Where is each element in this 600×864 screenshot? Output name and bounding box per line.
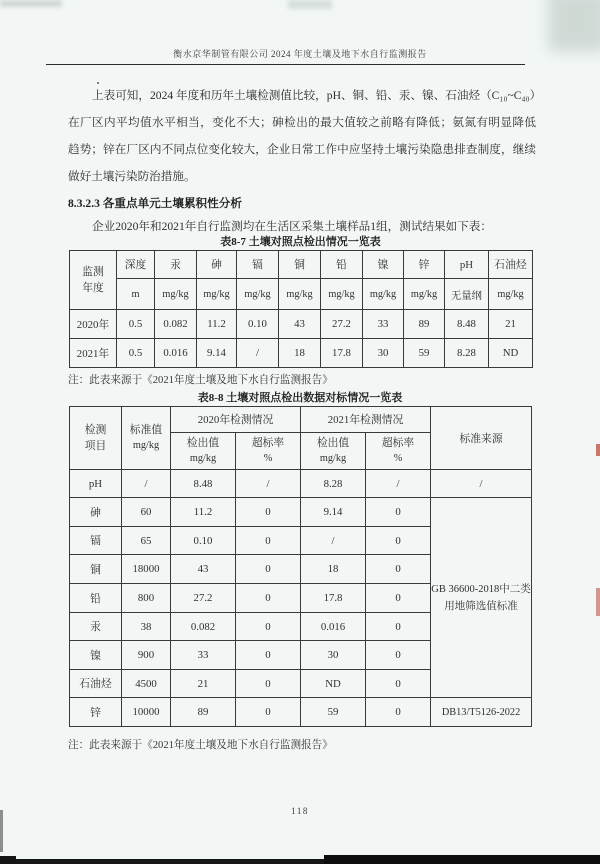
table-cell: 8.48 (445, 310, 489, 339)
column-header: 石油烃 (489, 251, 533, 279)
scan-bottom-edge (324, 855, 600, 864)
table-cell: / (237, 339, 279, 368)
table-row (70, 698, 532, 727)
page-number: 118 (291, 806, 309, 816)
scan-smudge-top-left (0, 0, 62, 7)
table-cell: 2021年 (70, 339, 117, 368)
column-header-line: 标准值 (129, 424, 163, 436)
page-header-title: 衡水京华制管有限公司 2024 年度土壤及地下水自行监测报告 (173, 49, 427, 59)
column-header-line: 年度 (82, 282, 104, 294)
scan-edge-mark (0, 810, 3, 852)
column-header (301, 433, 366, 470)
table-cell: 27.2 (171, 584, 236, 613)
column-header (366, 433, 431, 470)
table-cell: 18000 (122, 555, 171, 584)
scan-smudge-top-right (548, 0, 600, 52)
column-header-line: 监测 (82, 266, 104, 278)
table-cell: 17.8 (301, 584, 366, 613)
paragraph-line: 做好土壤污染防治措施。 (68, 170, 196, 183)
unit-cell: mg/kg (279, 279, 321, 310)
table-cell: pH (70, 470, 122, 498)
table-cell: 0 (236, 584, 301, 613)
table-row (70, 310, 533, 339)
table-cell: ND (301, 670, 366, 698)
table-cell: / (366, 470, 431, 498)
column-header-line: mg/kg (132, 440, 160, 451)
table87-note: 注：此表来源于《2021年度土壤及地下水自行监测报告》 (68, 375, 333, 386)
paragraph-line: 趋势；锌在厂区内不同点位变化较大，企业日常工作中应坚持土壤污染隐患排查制度，继续 (68, 143, 536, 156)
table-cell: 0.5 (117, 310, 155, 339)
scan-red-mark (596, 444, 600, 456)
column-header-line: 超标率 (381, 437, 415, 449)
table-cell: 21 (171, 670, 236, 698)
table-cell: 60 (122, 498, 171, 527)
column-header (70, 251, 117, 310)
table-cell: 0.016 (155, 339, 197, 368)
unit-cell: 无量纲 (445, 279, 489, 310)
table-8-8 (69, 406, 532, 727)
column-header-line: 超标率 (251, 437, 285, 449)
column-header (171, 433, 236, 470)
unit-cell: mg/kg (197, 279, 237, 310)
table-cell: 0.082 (171, 613, 236, 641)
table-cell: 0.5 (117, 339, 155, 368)
column-header-line: 检测 (84, 424, 107, 436)
table-cell: 锌 (70, 698, 122, 727)
table-cell: 21 (489, 310, 533, 339)
column-header-line: % (393, 453, 403, 464)
table-cell: 800 (122, 584, 171, 613)
table-cell: 镍 (70, 641, 122, 670)
table-cell: 8.28 (301, 470, 366, 498)
table-cell: 0 (366, 555, 431, 584)
table-cell: 10000 (122, 698, 171, 727)
table-cell: 43 (279, 310, 321, 339)
column-header: 铜 (279, 251, 321, 279)
table-cell: 4500 (122, 670, 171, 698)
column-group-header: 2020年检测情况 (171, 407, 301, 433)
column-header: 铅 (321, 251, 363, 279)
column-header: 汞 (155, 251, 197, 279)
table-cell: 30 (363, 339, 404, 368)
column-header-line: 检出值 (316, 437, 350, 449)
table-cell: 9.14 (301, 498, 366, 527)
table-cell: 38 (122, 613, 171, 641)
column-header: 砷 (197, 251, 237, 279)
table-cell: 17.8 (321, 339, 363, 368)
table-cell: 89 (404, 310, 445, 339)
table-cell: ND (489, 339, 533, 368)
table-cell: 0 (236, 555, 301, 584)
table-cell: 石油烃 (70, 670, 122, 698)
table-unit-row (70, 279, 533, 310)
column-header-line: mg/kg (319, 453, 347, 464)
table-cell: 0 (366, 613, 431, 641)
table-cell: 0 (366, 498, 431, 527)
section-heading: 8.3.2.3 各重点单元土壤累积性分析 (68, 197, 242, 210)
table-cell: 900 (122, 641, 171, 670)
table-cell: / (236, 470, 301, 498)
table-cell: 0 (236, 641, 301, 670)
table-cell: 0 (366, 641, 431, 670)
table-cell: 0 (236, 698, 301, 727)
table-cell: 89 (171, 698, 236, 727)
table-cell: 18 (301, 555, 366, 584)
table-row (70, 470, 532, 498)
table-cell: 8.28 (445, 339, 489, 368)
column-header: 镉 (237, 251, 279, 279)
column-header (236, 433, 301, 470)
table-cell: 43 (171, 555, 236, 584)
standard-source-cell: DB13/T5126-2022 (431, 698, 532, 727)
table-row (70, 339, 533, 368)
table-cell: 0 (366, 670, 431, 698)
table-header-row (70, 251, 533, 279)
unit-cell: mg/kg (489, 279, 533, 310)
table-8-7 (69, 250, 533, 368)
scan-bottom-edge (0, 856, 16, 864)
standard-source-cell: GB 36600-2018中二类用地筛选值标准 (431, 498, 532, 698)
column-header (70, 407, 122, 470)
column-header-line: mg/kg (189, 453, 217, 464)
unit-cell: mg/kg (321, 279, 363, 310)
table-cell: 2020年 (70, 310, 117, 339)
scan-red-mark (596, 588, 600, 616)
table-cell: 0.016 (301, 613, 366, 641)
table-cell: 27.2 (321, 310, 363, 339)
unit-cell: mg/kg (237, 279, 279, 310)
table-row (70, 498, 532, 527)
table-cell: 33 (363, 310, 404, 339)
section-intro: 企业2020年和2021年自行监测均在生活区采集土壤样品1组，测试结果如下表： (92, 220, 492, 233)
table-cell: 8.48 (171, 470, 236, 498)
column-header: 锌 (404, 251, 445, 279)
table-cell: 铅 (70, 584, 122, 613)
unit-cell: mg/kg (363, 279, 404, 310)
table-header-row (70, 407, 532, 433)
table-cell: 0 (236, 527, 301, 555)
unit-cell: mg/kg (404, 279, 445, 310)
table-cell: 0.082 (155, 310, 197, 339)
column-header: 镍 (363, 251, 404, 279)
table-cell: 镉 (70, 527, 122, 555)
table-cell: 0 (366, 584, 431, 613)
paragraph-line: 上表可知，2024 年度和历年土壤检测值比较，pH、铜、铅、汞、镍、石油烃（C₁₀~C₄₀） (92, 89, 542, 102)
table-cell: 18 (279, 339, 321, 368)
column-header-line: % (263, 453, 273, 464)
table-cell: 11.2 (197, 310, 237, 339)
table-cell: 砷 (70, 498, 122, 527)
table-cell: / (122, 470, 171, 498)
unit-cell: mg/kg (155, 279, 197, 310)
column-header-line: 检出值 (186, 437, 220, 449)
paragraph-line: 在厂区内平均值水平相当，变化不大；砷检出的最大值较之前略有降低；氨氮有明显降低 (68, 116, 536, 129)
table-cell: 汞 (70, 613, 122, 641)
column-header (122, 407, 171, 470)
table-cell: 铜 (70, 555, 122, 584)
table-cell: / (431, 470, 532, 498)
table-cell: 0.10 (237, 310, 279, 339)
column-header: pH (445, 251, 489, 279)
column-header: 深度 (117, 251, 155, 279)
table88-title: 表8-8 土壤对照点检出数据对标情况一览表 (197, 392, 403, 404)
header-rule (46, 64, 525, 65)
table87-title: 表8-7 土壤对照点检出情况一览表 (220, 236, 381, 248)
column-header: 标准来源 (431, 407, 532, 470)
table-cell: 59 (404, 339, 445, 368)
table-cell: 11.2 (171, 498, 236, 527)
table88-note: 注：此表来源于《2021年度土壤及地下水自行监测报告》 (68, 740, 333, 751)
table-cell: 65 (122, 527, 171, 555)
unit-cell: m (117, 279, 155, 310)
table-cell: 0 (236, 670, 301, 698)
table-cell: 0 (366, 527, 431, 555)
scan-smudge-top-middle (288, 0, 332, 9)
body-text (68, 82, 542, 239)
table-cell: 0.10 (171, 527, 236, 555)
table-cell: / (301, 527, 366, 555)
table-cell: 9.14 (197, 339, 237, 368)
table-cell: 33 (171, 641, 236, 670)
table-cell: 30 (301, 641, 366, 670)
column-header-line: 项目 (84, 440, 107, 452)
column-group-header: 2021年检测情况 (301, 407, 431, 433)
table-cell: 0 (366, 698, 431, 727)
table-cell: 0 (236, 613, 301, 641)
table-cell: 0 (236, 498, 301, 527)
table-cell: 59 (301, 698, 366, 727)
